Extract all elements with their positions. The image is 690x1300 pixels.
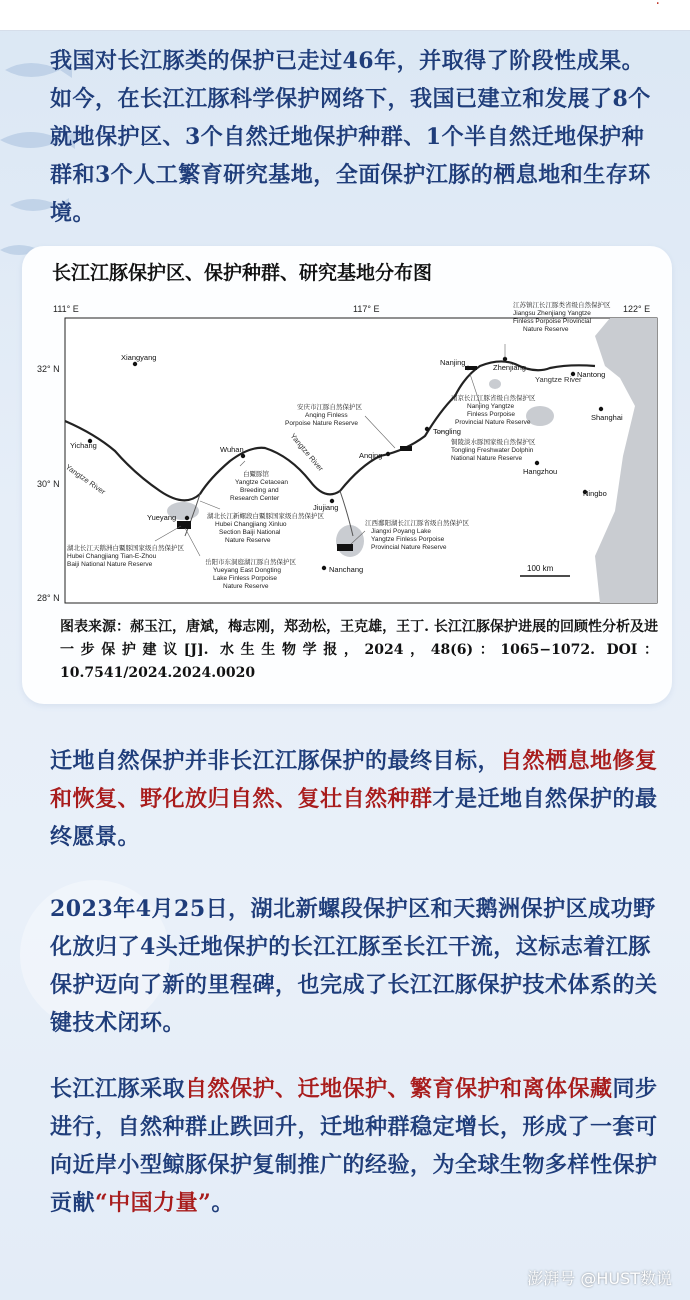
lon-label: 117° E xyxy=(353,304,380,314)
reserve-label-en: Jiangsu Zhenjiang Yangtze xyxy=(513,310,591,317)
reserve-marker xyxy=(400,446,412,451)
reserve-label-cn: 江苏镇江长江豚类省级自然保护区 xyxy=(513,302,611,309)
reserve-label-en: Tongling Freshwater Dolphin xyxy=(451,447,534,454)
reserve-label-cn: 铜陵淡水豚国家级自然保护区 xyxy=(451,439,536,446)
scale-label: 100 km xyxy=(527,564,554,573)
reserve-label-en: Baiji National Nature Reserve xyxy=(67,561,153,568)
reserve-label-en: Nature Reserve xyxy=(225,537,271,544)
reserve-label-en: Porpoise Nature Reserve xyxy=(285,420,358,427)
city-label: Yueyang xyxy=(147,513,177,522)
figure-title: 长江江豚保护区、保护种群、研究基地分布图 xyxy=(52,262,433,284)
top-mark: · xyxy=(655,0,660,12)
reserve-label-en: Section Baiji National xyxy=(219,529,281,536)
strategy-text-c: 同步进行，自然种群止跌回升，迁地种群稳定增长，形成了一套可向近岸小型鲸豚保护复制推广的经验，为全球生物多样性保护贡献 xyxy=(50,1076,658,1216)
reserve-label-en: Provincial Nature Reserve xyxy=(371,544,447,551)
reserve-label-en: Nanjing Yangtze xyxy=(467,403,515,410)
small-lake xyxy=(489,379,501,389)
city-dot xyxy=(133,362,137,366)
reserve-label-en: Yangtze Finless Porpoise xyxy=(371,536,445,543)
reserve-label-en: Provincial Nature Reserve xyxy=(455,419,531,426)
city-label: Nanjing xyxy=(440,358,466,367)
strategy-text-e: 。 xyxy=(211,1190,234,1216)
city-label: Yichang xyxy=(70,441,97,450)
reserve-label-en: Anqing Finless xyxy=(305,412,348,419)
goal-highlight: 自然栖息地修复和恢复、野化放归自然、复壮自然种群 xyxy=(50,748,658,812)
reserve-label-en: Nature Reserve xyxy=(223,583,269,590)
city-label: Anqing xyxy=(359,451,383,460)
reserve-label-cn: 安庆市江豚自然保护区 xyxy=(297,404,362,411)
city-dot xyxy=(535,461,539,465)
goal-text-a: 迁地自然保护并非长江江豚保护的最终目标， xyxy=(50,748,501,774)
strategy-paragraph xyxy=(50,1070,660,1222)
reserve-label-en: Hubei Changjiang Xinluo xyxy=(215,521,287,528)
reserve-label-en: Lake Finless Porpoise xyxy=(213,575,277,582)
city-label: Zhenjiang xyxy=(493,363,526,372)
reserve-label-en: Breeding and xyxy=(240,487,279,494)
reserve-label-en: Hubei Changjiang Tian-E-Zhou xyxy=(67,553,157,560)
source-watermark: 澎湃号 @HUST数说 xyxy=(527,1269,672,1288)
distribution-map xyxy=(35,296,665,616)
reserve-label-en: Yangtze Cetacean xyxy=(235,479,288,486)
city-label: Xiangyang xyxy=(121,353,157,362)
lon-label: 111° E xyxy=(53,304,79,314)
reserve-label-en: Research Center xyxy=(230,495,280,502)
goal-text-c: 才是迁地自然保护的最终愿景。 xyxy=(50,786,658,850)
reserve-label-en: Yueyang East Dongting xyxy=(213,567,281,574)
reserve-marker xyxy=(177,521,191,529)
city-label: Hangzhou xyxy=(523,467,558,476)
figure-card xyxy=(22,246,672,704)
lat-label: 28° N xyxy=(37,593,60,603)
city-dot xyxy=(241,454,245,458)
city-label: Tongling xyxy=(433,427,461,436)
city-dot xyxy=(425,427,429,431)
city-dot xyxy=(322,566,326,570)
city-dot xyxy=(185,516,189,520)
release-paragraph: 2023年4月25日，湖北新螺段保护区和天鹅洲保护区成功野化放归了4头迁地保护的长江江豚至长江干流，这标志着江豚保护迈向了新的里程碑，也完成了长江江豚保护技术体系的关键技术闭环。 xyxy=(50,896,658,1036)
poyang-lake xyxy=(336,525,364,557)
city-label: Shanghai xyxy=(591,413,623,422)
city-label: Nantong xyxy=(577,370,606,379)
city-label: Wuhan xyxy=(220,445,244,454)
reserve-label-cn: 湖北长江新螺段白鱀豚国家级自然保护区 xyxy=(207,513,324,520)
reserve-label-en: National Nature Reserve xyxy=(451,455,523,462)
reserve-marker xyxy=(337,544,353,551)
reserve-label-cn: 白鱀豚馆 xyxy=(243,471,269,478)
lat-label: 32° N xyxy=(37,364,60,374)
city-label: Jiujiang xyxy=(313,503,339,512)
lon-label: 122° E xyxy=(623,304,651,314)
strategy-highlight: 自然保护、迁地保护、繁育保护和离体保藏 xyxy=(185,1076,613,1102)
top-bar xyxy=(0,0,690,31)
reserve-label-cn: 湖北长江天鹅洲白鱀豚国家级自然保护区 xyxy=(67,545,184,552)
river-label: Yangtze River xyxy=(63,462,108,497)
strategy-text-a: 长江江豚采取 xyxy=(50,1076,186,1102)
city-label: Ningbo xyxy=(583,489,607,498)
river-label: Yangtze River xyxy=(288,431,326,473)
river-label: Yangtze River xyxy=(535,375,582,384)
city-dot xyxy=(466,366,470,370)
reserve-label-cn: 南京长江江豚省级自然保护区 xyxy=(451,395,536,402)
reserve-label-en: Jiangxi Poyang Lake xyxy=(371,528,431,535)
reserve-label-en: Finless Porpoise Provincial xyxy=(513,318,592,325)
china-strength-highlight: “中国力量” xyxy=(95,1190,212,1216)
city-label: Nanchang xyxy=(329,565,364,574)
intro-paragraph: 我国对长江豚类的保护已走过46年，并取得了阶段性成果。如今，在长江江豚科学保护网络下，我国已建立和发展了8个就地保护区、3个自然迁地保护种群、1个半自然迁地保护种群和3个人工繁育研究基地，全面保护江豚的栖息地和生存环境。 xyxy=(50,48,651,226)
city-dot xyxy=(386,452,390,456)
reserve-label-en: Nature Reserve xyxy=(523,326,569,333)
lat-label: 30° N xyxy=(37,479,60,489)
figure-source: 图表来源：郝玉江，唐斌，梅志刚，郑劲松，王克雄，王丁. 长江江豚保护进展的回顾性分析及进一步保护建议[J]. 水生生物学报，2024，48(6)：1065−1072. DOI：10.7541/2024.2024.0020 xyxy=(60,619,658,681)
reserve-label-cn: 岳阳市东洞庭湖江豚自然保护区 xyxy=(205,559,296,566)
city-dot xyxy=(599,407,603,411)
reserve-label-en: Finless Porpoise xyxy=(467,411,516,418)
goal-paragraph xyxy=(50,742,660,856)
reserve-label-cn: 江西鄱阳湖长江江豚省级自然保护区 xyxy=(365,520,469,527)
